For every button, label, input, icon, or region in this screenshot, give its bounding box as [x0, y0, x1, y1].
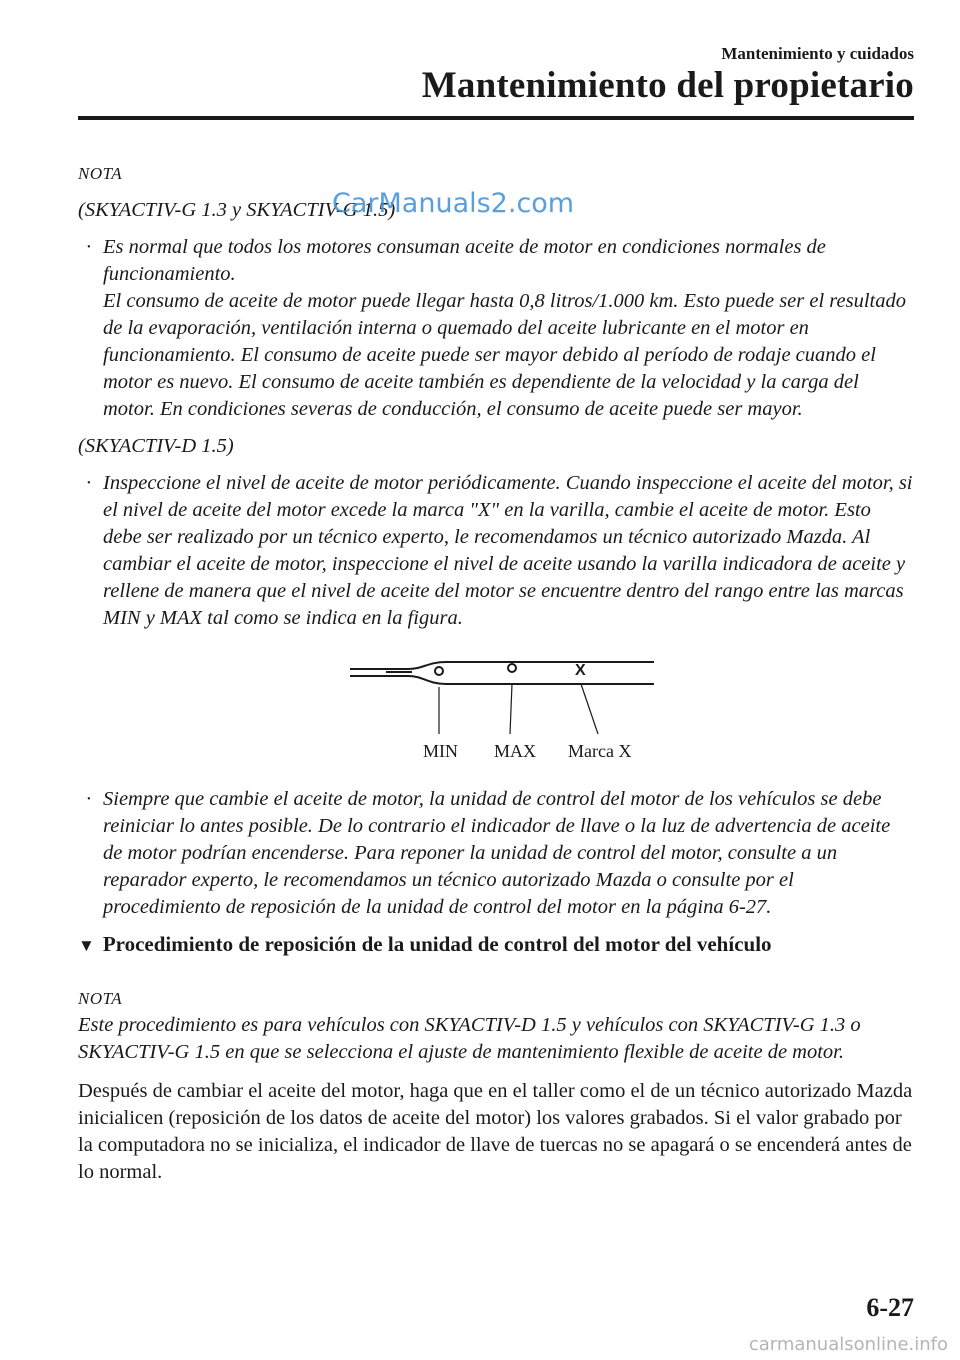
min-label: MIN — [423, 741, 458, 761]
bullet-paragraph: Inspeccione el nivel de aceite de motor periódicamente. Cuando inspeccione el aceite del motor, si el nivel de aceite del motor excede la marca "X" en la varilla, cambie el aceite de motor. Esto debe ser realizado por un técnico experto, le recomendamos un técnico autorizado Mazda. Al cambiar el aceite de motor, inspeccione el nivel de aceite usando la varilla indicadora de aceite y rellene de manera que el nivel de aceite del motor se encuentre dentro del rango entre las marcas MIN y MAX tal como se indica en la figura. — [103, 472, 913, 629]
triangle-down-icon: ▼ — [78, 936, 95, 955]
bullet-paragraph: Es normal que todos los motores consuman aceite de motor en condiciones normales de funcionamiento. — [103, 236, 826, 285]
note-label: NOTA — [78, 989, 123, 1008]
body-paragraph: Después de cambiar el aceite del motor, haga que en el taller como el de un técnico autorizado Mazda inicialicen (reposición de los datos de aceite del motor) los valores grabados. Si el valor grabado por la computadora no se inicializa, el indicador de llave de tuercas no se apagará o se encenderá antes de lo normal. — [78, 1080, 913, 1183]
max-leader-line — [510, 684, 512, 734]
max-mark-icon — [508, 664, 516, 672]
x-mark-label: Marca X — [568, 741, 632, 761]
x-leader-line — [581, 684, 598, 734]
dipstick-outline-bottom — [350, 676, 654, 684]
note-text: Este procedimiento es para vehículos con SKYACTIV-D 1.5 y vehículos con SKYACTIV-G 1.3 o SKYACTIV-G 1.5 en que se selecciona el ajuste de mantenimiento flexible de aceite de motor. — [78, 1014, 861, 1063]
min-mark-icon — [435, 667, 443, 675]
engine-subheading-gasoline: (SKYACTIV-G 1.3 y SKYACTIV-G 1.5) — [78, 199, 396, 221]
page-title: Mantenimiento del propietario — [421, 65, 914, 106]
header-divider — [78, 116, 914, 120]
dipstick-outline-top — [350, 662, 654, 669]
section-heading-text: Procedimiento de reposición de la unidad de control del motor del vehículo — [102, 932, 772, 956]
section-header: Mantenimiento y cuidados — [721, 44, 914, 63]
section-heading — [78, 931, 914, 959]
bullet-dot: · — [86, 472, 92, 494]
bullet-dot: · — [86, 236, 92, 258]
list-item — [78, 470, 914, 632]
bullet-dot: · — [86, 788, 92, 810]
list-item — [78, 786, 914, 921]
bullet-paragraph: El consumo de aceite de motor puede llegar hasta 0,8 litros/1.000 km. Esto puede ser el resultado de la evaporación, ventilación interna o quemado del aceite lubricante en el motor en funcionamiento. El consumo de aceite puede ser mayor debido al período de rodaje cuando el motor es nuevo. El consumo de aceite también es dependiente de la velocidad y la carga del motor. En condiciones severas de conducción, el consumo de aceite puede ser mayor. — [103, 290, 906, 420]
x-mark-icon: X — [575, 662, 586, 679]
dipstick-figure — [78, 642, 914, 772]
note-label: NOTA — [78, 164, 123, 183]
engine-subheading-diesel: (SKYACTIV-D 1.5) — [78, 435, 234, 457]
watermark-bottom: carmanualsonline.info — [748, 1334, 948, 1355]
bullet-paragraph: Siempre que cambie el aceite de motor, la unidad de control del motor de los vehículos se debe reiniciar lo antes posible. De lo contrario el indicador de llave o la luz de advertencia de aceite de motor podrían encenderse. Para reponer la unidad de control del motor, consulte a un reparador experto, le recomendamos un técnico autorizado Mazda o consulte por el procedimiento de reposición de la unidad de control del motor en la página 6-27. — [103, 788, 891, 918]
page-number: 6-27 — [866, 1293, 914, 1322]
max-label: MAX — [494, 741, 537, 761]
list-item — [78, 234, 914, 423]
page-content — [78, 160, 914, 1186]
watermark-top: CarManuals2.com — [332, 188, 575, 219]
